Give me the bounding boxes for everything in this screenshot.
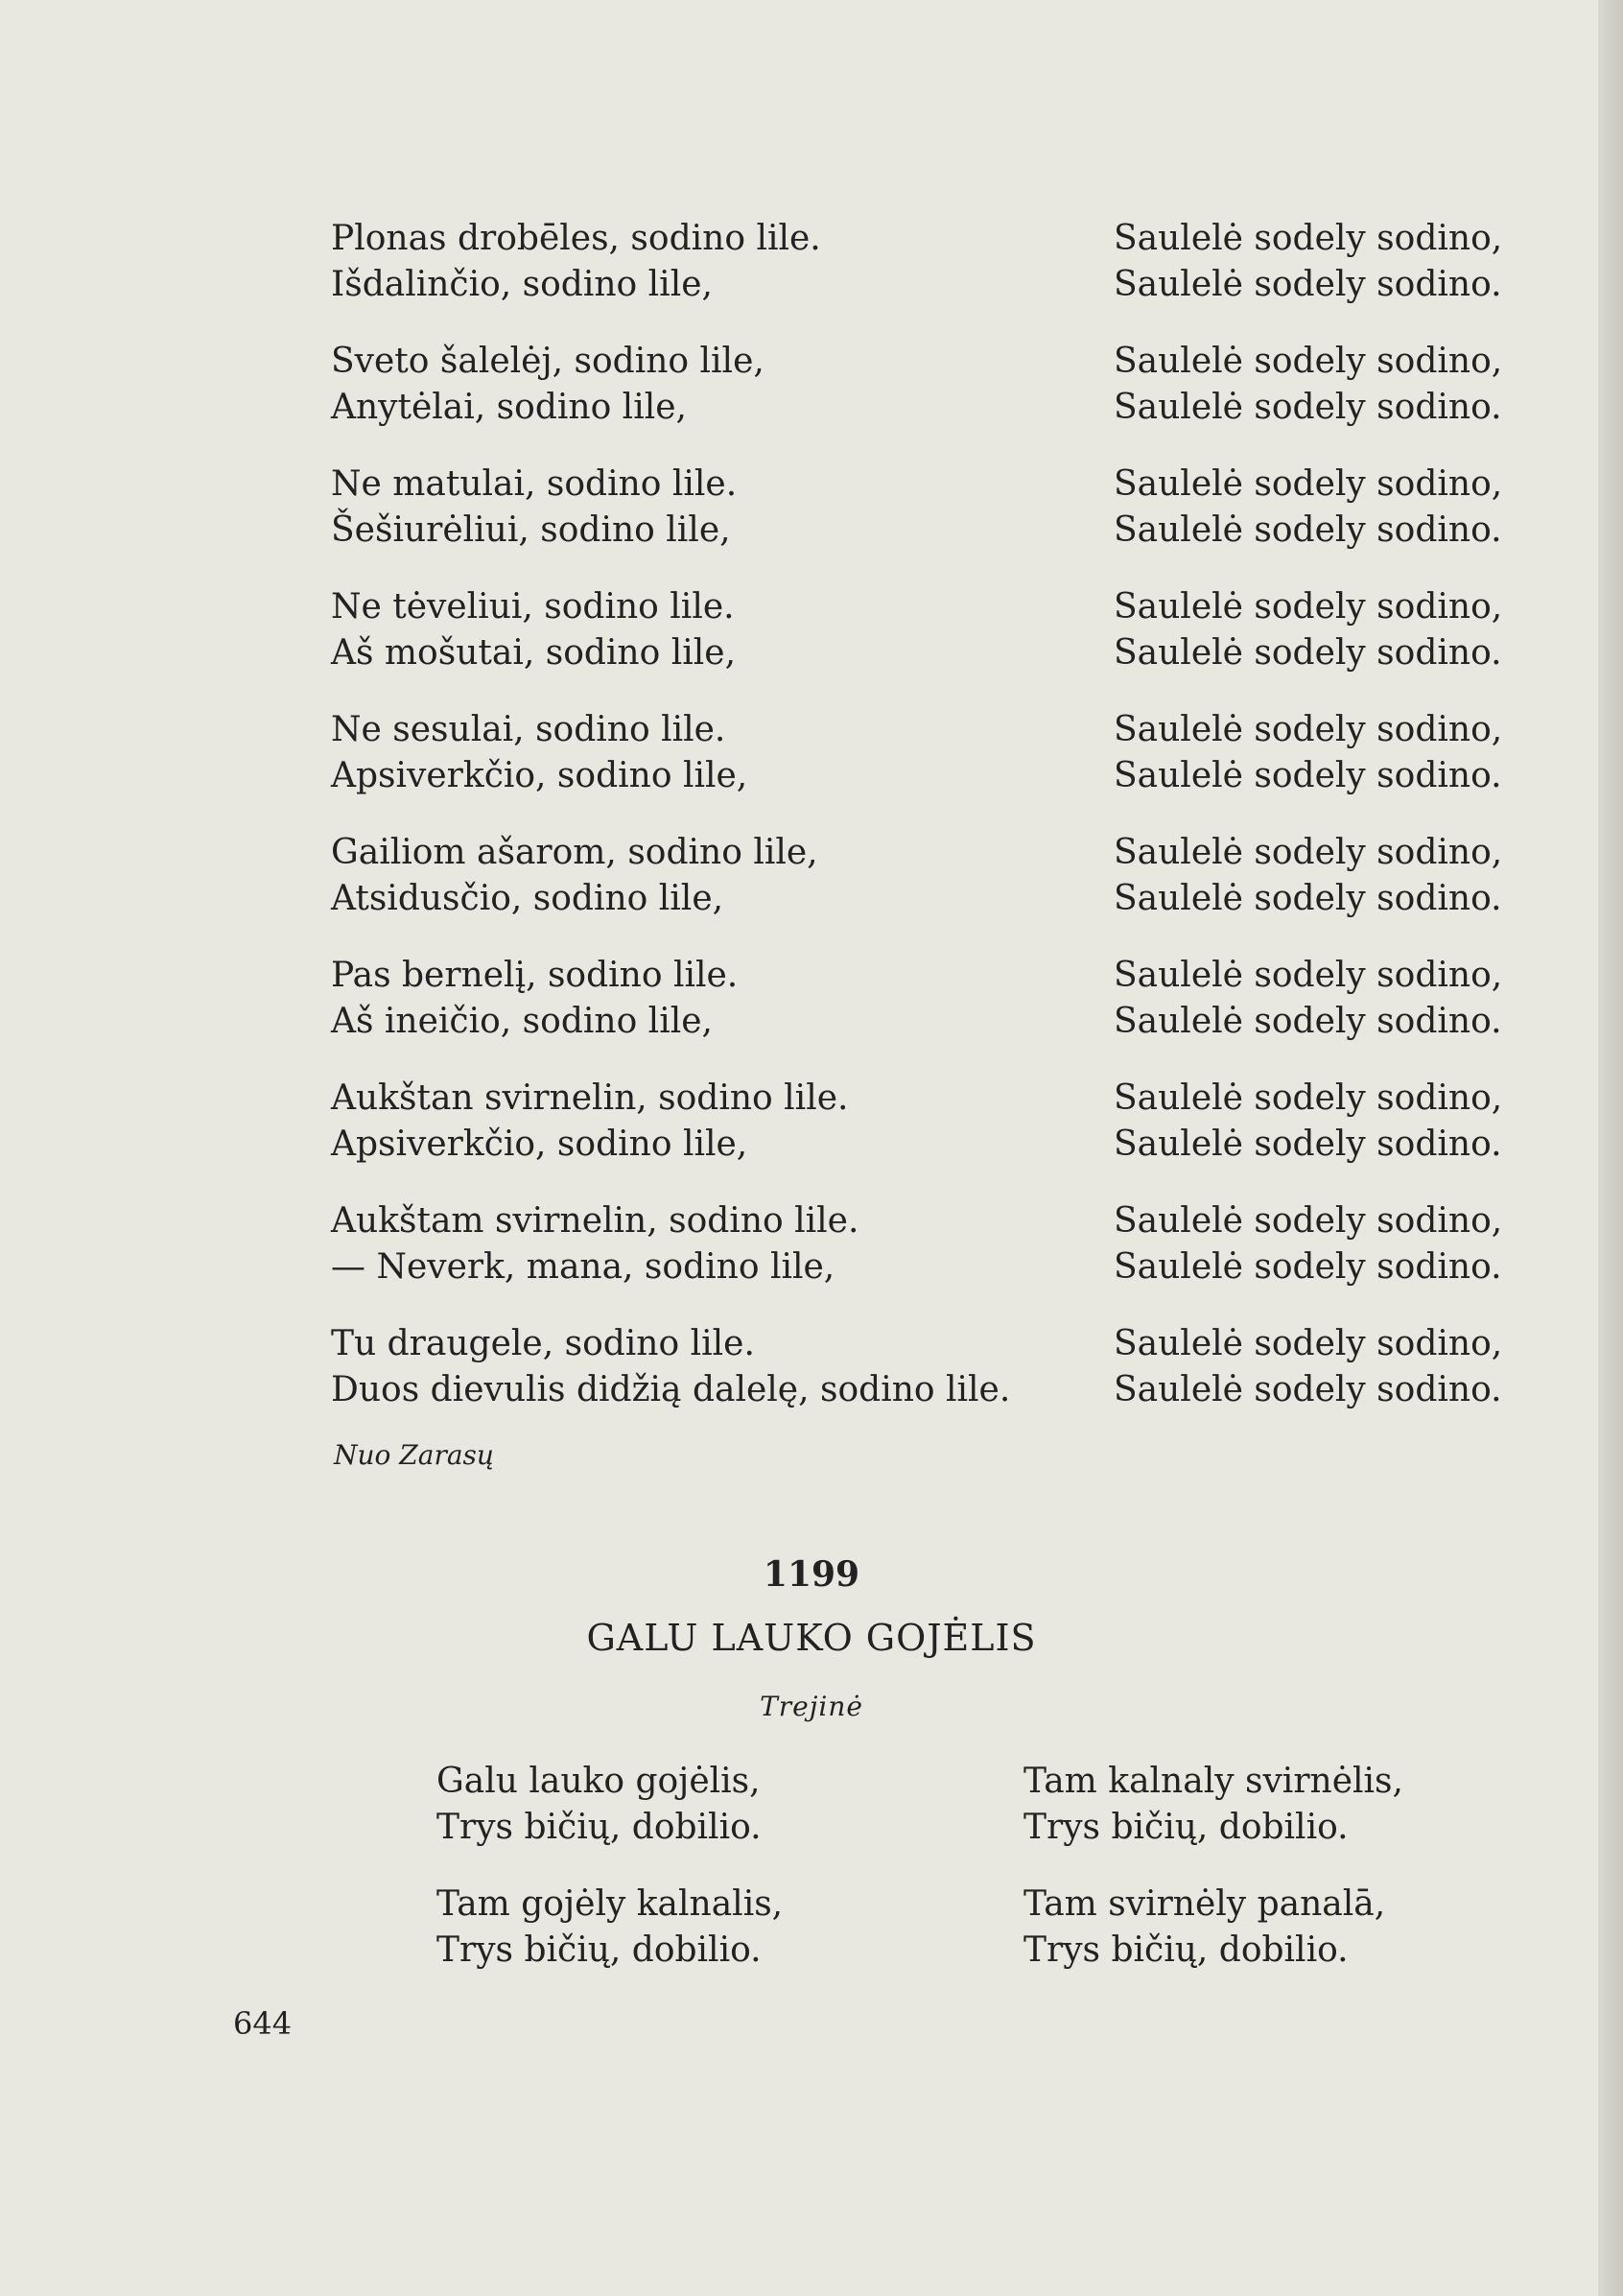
verse-line: Galu lauko gojėlis, (436, 1762, 761, 1801)
verse-line: Išdalinčio, sodino lile, (331, 265, 713, 304)
verse-line: Tam gojėly kalnalis, (436, 1884, 784, 1924)
verse-line: Tu draugele, sodino lile. (331, 1324, 755, 1363)
verse-line: Pas bernelį, sodino lile. (331, 956, 739, 995)
verse-line: Trys bičių, dobilio. (1023, 1808, 1349, 1847)
refrain-line: Saulelė sodely sodino. (1114, 633, 1502, 673)
source-note: Nuo Zarasų (334, 1439, 494, 1471)
refrain-line: Saulelė sodely sodino. (1114, 510, 1502, 550)
refrain-line: Saulelė sodely sodino, (1114, 1201, 1503, 1241)
song-subtitle: Trejinė (760, 1691, 863, 1722)
verse-line: Anytėlai, sodino lile, (331, 388, 687, 427)
page-number: 644 (233, 2005, 293, 2042)
verse-line: Atsidusčio, sodino lile, (331, 879, 724, 918)
refrain-line: Saulelė sodely sodino. (1114, 1124, 1502, 1164)
song-number: 1199 (763, 1554, 860, 1595)
refrain-line: Saulelė sodely sodino, (1114, 464, 1503, 504)
verse-line: Trys bičių, dobilio. (436, 1930, 762, 1970)
verse-line: Aukštam svirnelin, sodino lile. (331, 1201, 859, 1241)
refrain-line: Saulelė sodely sodino, (1114, 342, 1503, 381)
refrain-line: Saulelė sodely sodino. (1114, 388, 1502, 427)
verse-line: Apsiverkčio, sodino lile, (331, 1124, 748, 1164)
verse-line: Aš mošutai, sodino lile, (331, 633, 737, 673)
page-edge (1598, 0, 1623, 2296)
verse-line: Šešiurėliui, sodino lile, (331, 510, 731, 550)
verse-line: Tam kalnaly svirnėlis, (1023, 1762, 1403, 1801)
verse-line: Plonas drobēles, sodino lile. (331, 219, 821, 258)
verse-line: Ne tėveliui, sodino lile. (331, 587, 735, 627)
verse-line: Gailiom ašarom, sodino lile, (331, 833, 818, 872)
verse-line: Ne sesulai, sodino lile. (331, 710, 726, 749)
verse-line: Sveto šalelėj, sodino lile, (331, 342, 764, 381)
verse-line: Trys bičių, dobilio. (436, 1808, 762, 1847)
refrain-line: Saulelė sodely sodino. (1114, 879, 1502, 918)
refrain-line: Saulelė sodely sodino. (1114, 1247, 1502, 1287)
refrain-line: Saulelė sodely sodino, (1114, 1078, 1503, 1118)
refrain-line: Saulelė sodely sodino. (1114, 756, 1502, 795)
verse-line: — Neverk, mana, sodino lile, (331, 1247, 835, 1287)
refrain-line: Saulelė sodely sodino. (1114, 265, 1502, 304)
refrain-line: Saulelė sodely sodino, (1114, 710, 1503, 749)
refrain-line: Saulelė sodely sodino, (1114, 219, 1503, 258)
refrain-line: Saulelė sodely sodino. (1114, 1370, 1502, 1409)
refrain-line: Saulelė sodely sodino, (1114, 833, 1503, 872)
verse-line: Trys bičių, dobilio. (1023, 1930, 1349, 1970)
verse-line: Tam svirnėly panalā, (1023, 1884, 1386, 1924)
refrain-line: Saulelė sodely sodino, (1114, 956, 1503, 995)
refrain-line: Saulelė sodely sodino, (1114, 587, 1503, 627)
verse-line: Aukštan svirnelin, sodino lile. (331, 1078, 849, 1118)
refrain-line: Saulelė sodely sodino, (1114, 1324, 1503, 1363)
song-title: GALU LAUKO GOJĖLIS (586, 1617, 1037, 1659)
verse-line: Aš ineičio, sodino lile, (331, 1002, 713, 1041)
verse-line: Duos dievulis didžią dalelę, sodino lile. (331, 1370, 1011, 1409)
verse-line: Apsiverkčio, sodino lile, (331, 756, 748, 795)
verse-line: Ne matulai, sodino lile. (331, 464, 738, 504)
refrain-line: Saulelė sodely sodino. (1114, 1002, 1502, 1041)
